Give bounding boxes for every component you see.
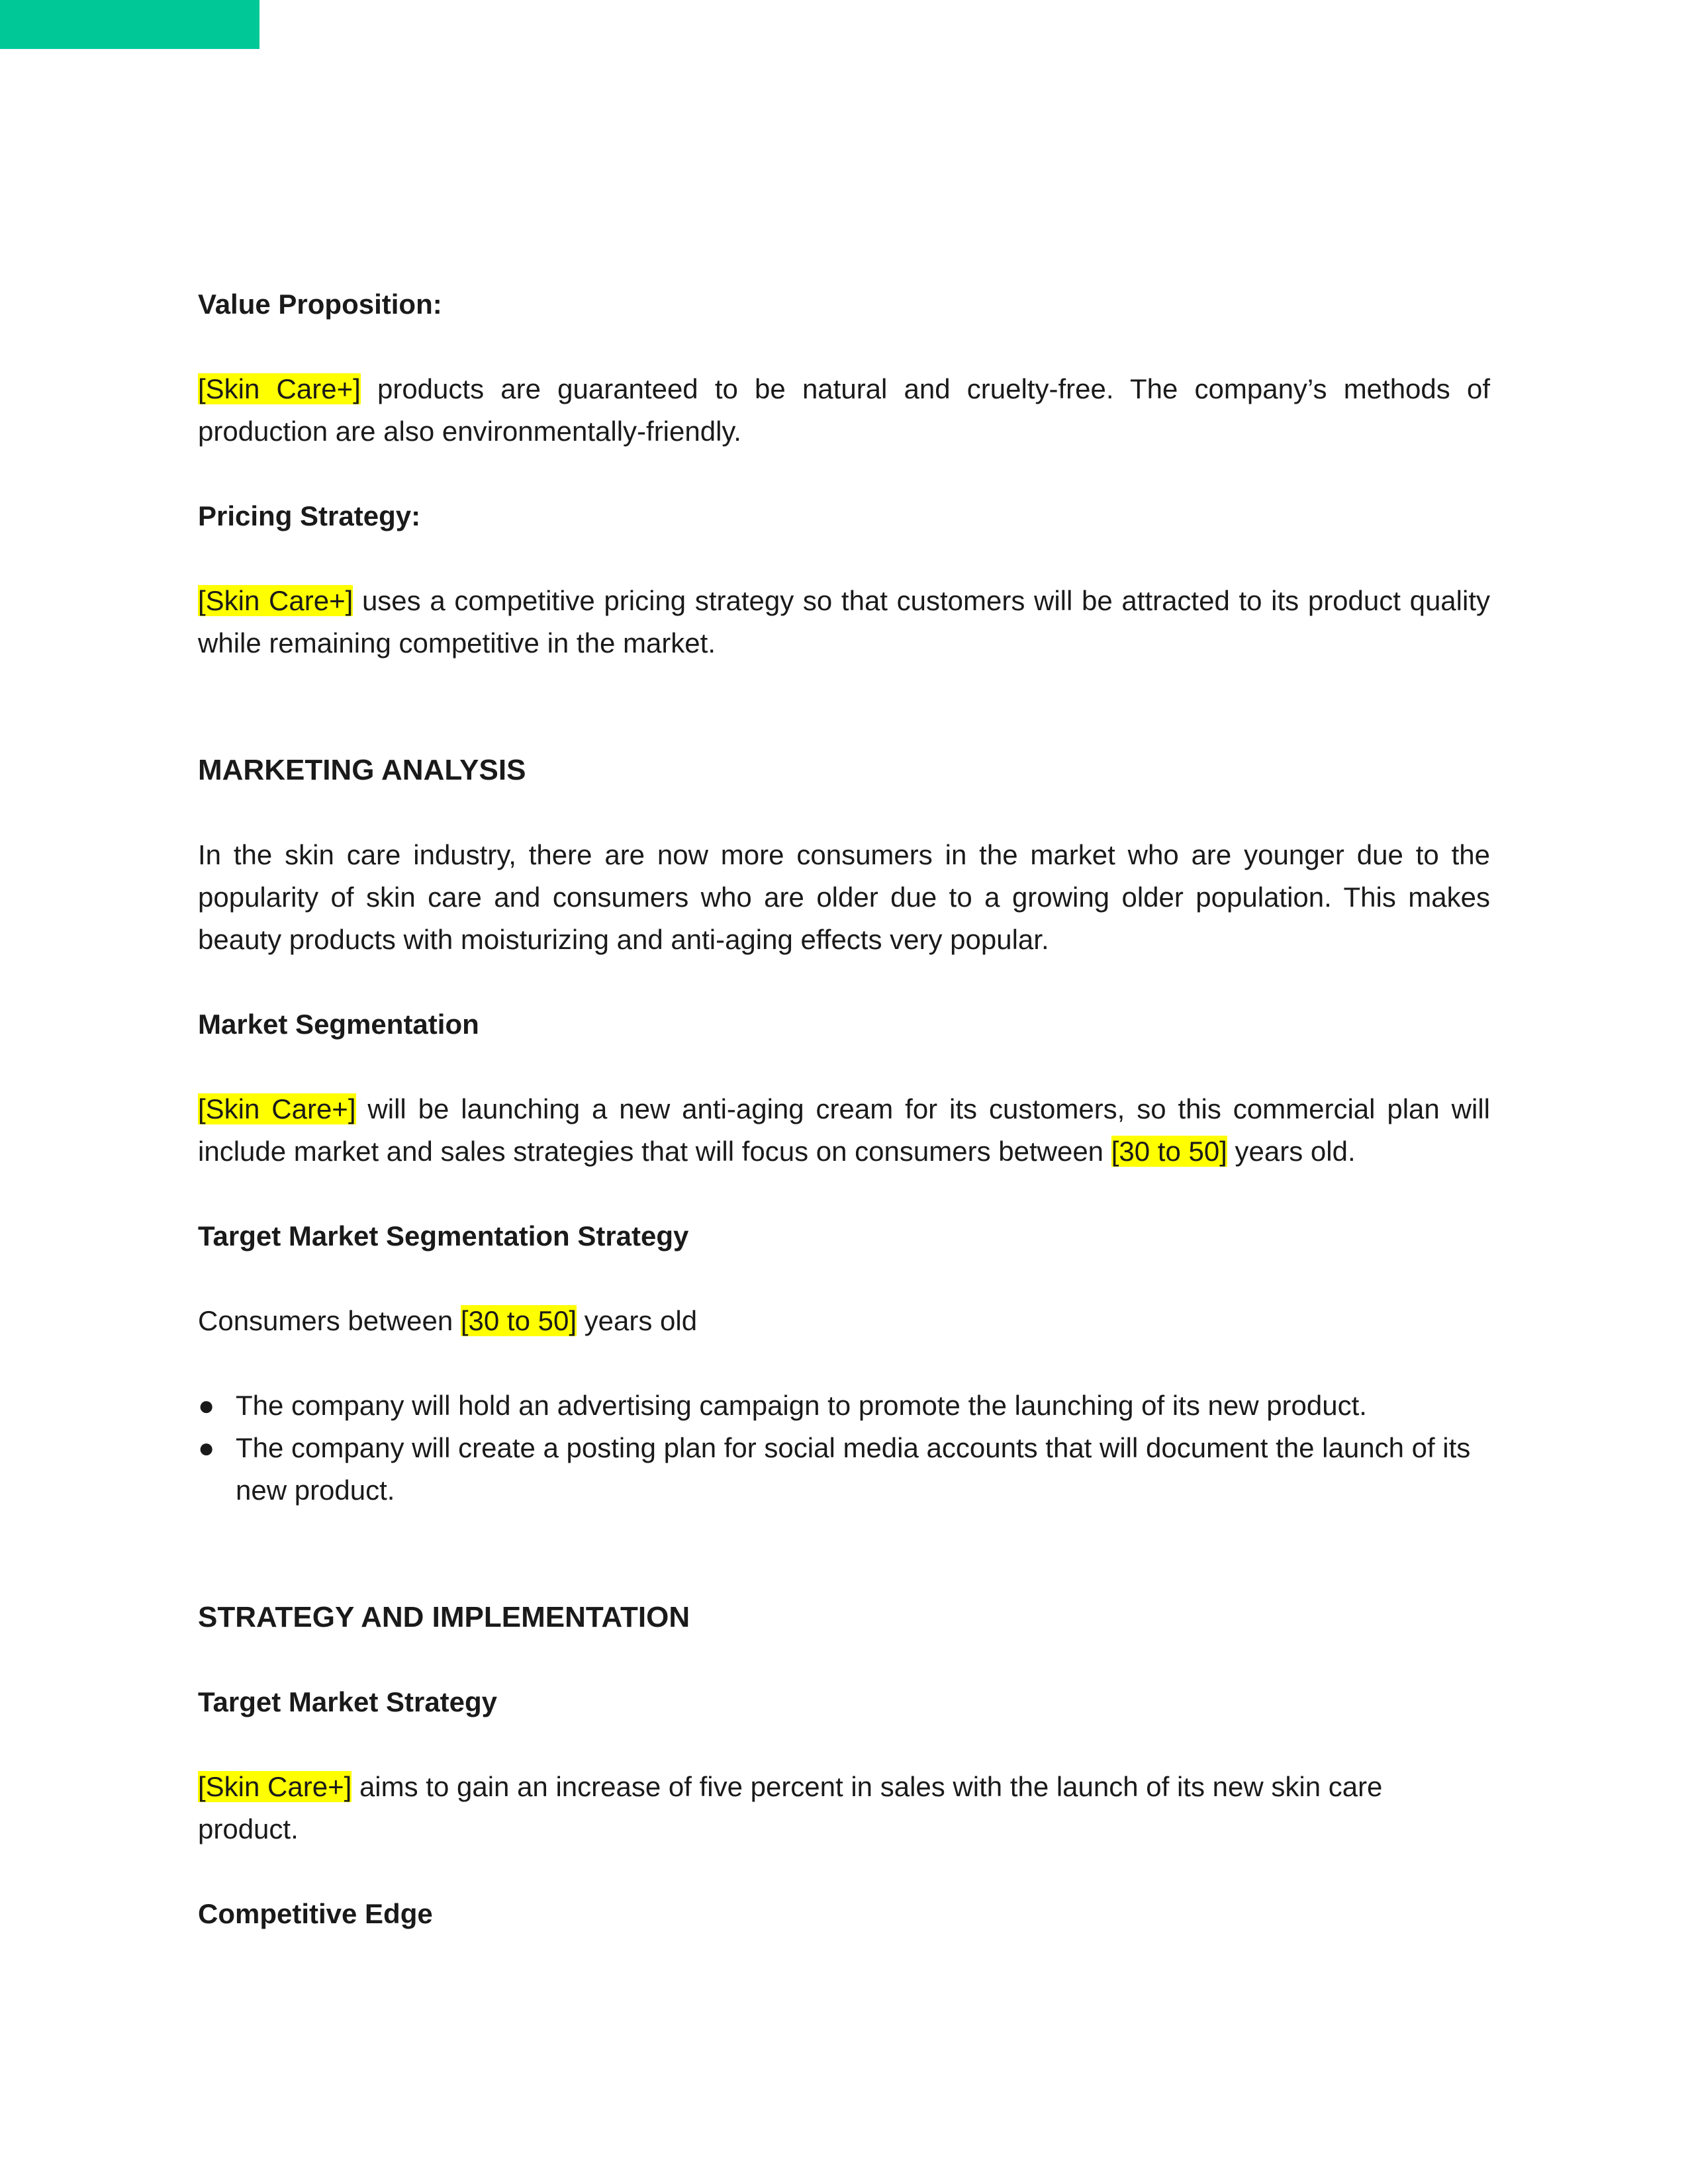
target-market-strategy-text: aims to gain an increase of five percent in sales with the launch of its new skin care product. [198,1771,1383,1844]
marketing-analysis-intro: In the skin care industry, there are now more consumers in the market who are younger due to the popularity of skin care and consumers who are older due to a growing older population. This makes beauty products with moisturizing and anti-aging effects very popular. [198,839,1490,955]
document-body [198,283,1490,1935]
target-segmentation-heading: Target Market Segmentation Strategy [198,1220,689,1251]
marketing-analysis-title: MARKETING ANALYSIS [198,754,526,786]
target-segmentation-line [198,1300,1490,1342]
list-item-text: The company will hold an advertising campaign to promote the launching of its new product. [236,1390,1367,1421]
value-proposition-paragraph [198,368,1490,453]
pricing-strategy-heading: Pricing Strategy: [198,500,421,531]
market-segmentation-text: will be launching a new anti-aging cream for its customers, so this commercial plan will include market and sales strategies that will focus on consumers between [198,1093,1490,1167]
strategy-title: STRATEGY AND IMPLEMENTATION [198,1601,690,1633]
target-segmentation-prefix: Consumers between [198,1305,461,1336]
market-segmentation-text-end: years old. [1227,1136,1356,1167]
company-name-highlight: [Skin Care+] [198,1771,352,1802]
age-range-highlight: [30 to 50] [1111,1136,1227,1167]
list-item-text: The company will create a posting plan for social media accounts that will document the launch of its new product. [236,1432,1471,1506]
bullet-icon: ● [198,1432,215,1463]
accent-bar [0,0,259,49]
segmentation-bullet-list [198,1385,1490,1512]
company-name-highlight: [Skin Care+] [198,1093,356,1124]
pricing-strategy-paragraph [198,580,1490,664]
value-proposition-heading: Value Proposition: [198,289,442,320]
target-market-strategy-paragraph [198,1766,1490,1850]
list-item [198,1427,1490,1512]
market-segmentation-paragraph [198,1088,1490,1173]
company-name-highlight: [Skin Care+] [198,585,353,616]
age-range-highlight: [30 to 50] [460,1305,577,1336]
competitive-edge-heading: Competitive Edge [198,1898,433,1929]
target-segmentation-suffix: years old [577,1305,698,1336]
company-name-highlight: [Skin Care+] [198,373,361,404]
list-item [198,1385,1490,1427]
value-proposition-text: products are guaranteed to be natural and cruelty-free. The company’s methods of production are also environmentally-friendly. [198,373,1490,447]
market-segmentation-heading: Market Segmentation [198,1009,479,1040]
pricing-strategy-text: uses a competitive pricing strategy so that customers will be attracted to its product quality while remaining competitive in the market. [198,585,1490,659]
bullet-icon: ● [198,1390,215,1421]
target-market-strategy-heading: Target Market Strategy [198,1686,498,1717]
